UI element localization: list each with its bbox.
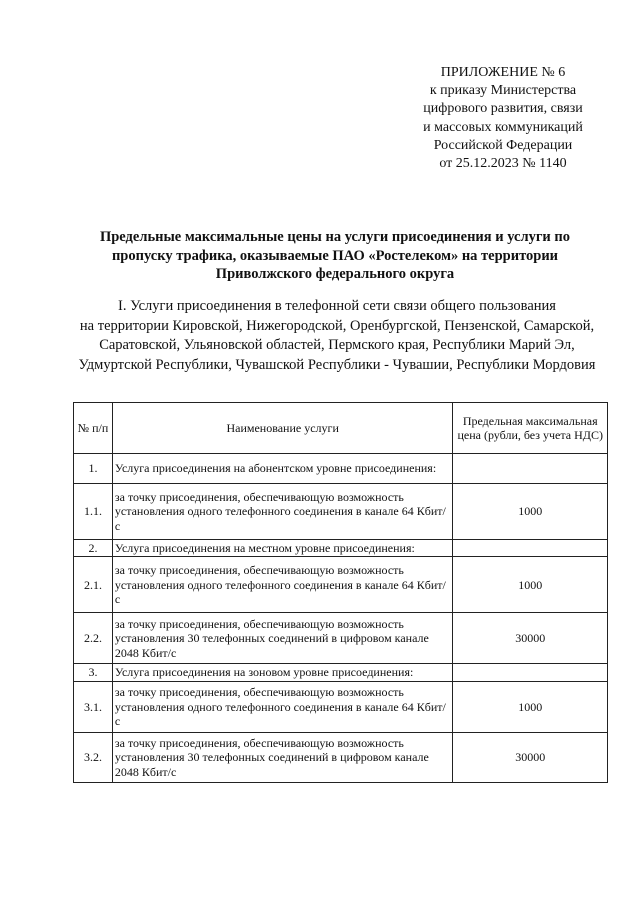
table-row (74, 484, 608, 540)
row-service-name: Услуга присоединения на абонентском уровне присоединения: (112, 454, 453, 484)
appendix-line: и массовых коммуникаций (423, 119, 583, 135)
row-number: 2.2. (74, 613, 113, 664)
table-row (74, 540, 608, 557)
section-line: Удмуртской Республики, Чувашской Республики - Чувашии, Республики Мордовия (78, 356, 596, 373)
row-number: 1.1. (74, 484, 113, 540)
table-row (74, 557, 608, 613)
row-price (453, 454, 608, 484)
row-number: 3.1. (74, 681, 113, 732)
appendix-line: Российской Федерации (433, 137, 573, 153)
header-price: Предельная максимальная цена (рубли, без учета НДС) (453, 403, 608, 454)
price-table (73, 402, 608, 783)
row-service-name: Услуга присоединения на зоновом уровне присоединения: (112, 664, 453, 681)
row-service-name: за точку присоединения, обеспечивающую возможность установления 30 телефонных соединений в цифровом канале 2048 Кбит/с (112, 613, 453, 664)
appendix-line: к приказу Министерства (429, 83, 577, 99)
appendix-block (380, 64, 626, 173)
row-number: 3. (74, 664, 113, 681)
row-price: 1000 (453, 681, 608, 732)
row-price: 30000 (453, 613, 608, 664)
section-line: Саратовской, Ульяновской областей, Пермского края, Республики Марий Эл, (99, 337, 575, 353)
appendix-line: ПРИЛОЖЕНИЕ № 6 (440, 65, 566, 80)
document-title (60, 228, 610, 284)
row-number: 1. (74, 454, 113, 484)
table-row (74, 613, 608, 664)
table-row (74, 681, 608, 732)
title-line: Предельные максимальные цены на услуги присоединения и услуги по (99, 229, 571, 245)
table-header-row (74, 403, 608, 454)
header-number: № п/п (74, 403, 113, 454)
header-service-name: Наименование услуги (112, 403, 453, 454)
table-row (74, 454, 608, 484)
table-row (74, 732, 608, 782)
section-heading (40, 297, 634, 375)
row-number: 2.1. (74, 557, 113, 613)
row-number: 3.2. (74, 732, 113, 782)
row-price: 30000 (453, 732, 608, 782)
row-service-name: Услуга присоединения на местном уровне присоединения: (112, 540, 453, 557)
row-service-name: за точку присоединения, обеспечивающую возможность установления 30 телефонных соединений в цифровом канале 2048 Кбит/с (112, 732, 453, 782)
section-line: I. Услуги присоединения в телефонной сети связи общего пользования (118, 298, 556, 314)
row-price (453, 540, 608, 557)
section-line: на территории Кировской, Нижегородской, Оренбургской, Пензенской, Самарской, (79, 317, 595, 334)
row-service-name: за точку присоединения, обеспечивающую возможность установления одного телефонного соединения в канале 64 Кбит/с (112, 557, 453, 613)
row-price: 1000 (453, 557, 608, 613)
title-line: Приволжского федерального округа (215, 266, 455, 282)
row-price (453, 664, 608, 681)
row-price: 1000 (453, 484, 608, 540)
row-number: 2. (74, 540, 113, 557)
table-body (74, 454, 608, 783)
appendix-line: от 25.12.2023 № 1140 (439, 156, 567, 172)
row-service-name: за точку присоединения, обеспечивающую возможность установления одного телефонного соединения в канале 64 Кбит/с (112, 681, 453, 732)
row-service-name: за точку присоединения, обеспечивающую возможность установления одного телефонного соединения в канале 64 Кбит/с (112, 484, 453, 540)
table-row (74, 664, 608, 681)
appendix-line: цифрового развития, связи (423, 101, 583, 117)
title-line: пропуску трафика, оказываемые ПАО «Ростелеком» на территории (111, 247, 559, 264)
